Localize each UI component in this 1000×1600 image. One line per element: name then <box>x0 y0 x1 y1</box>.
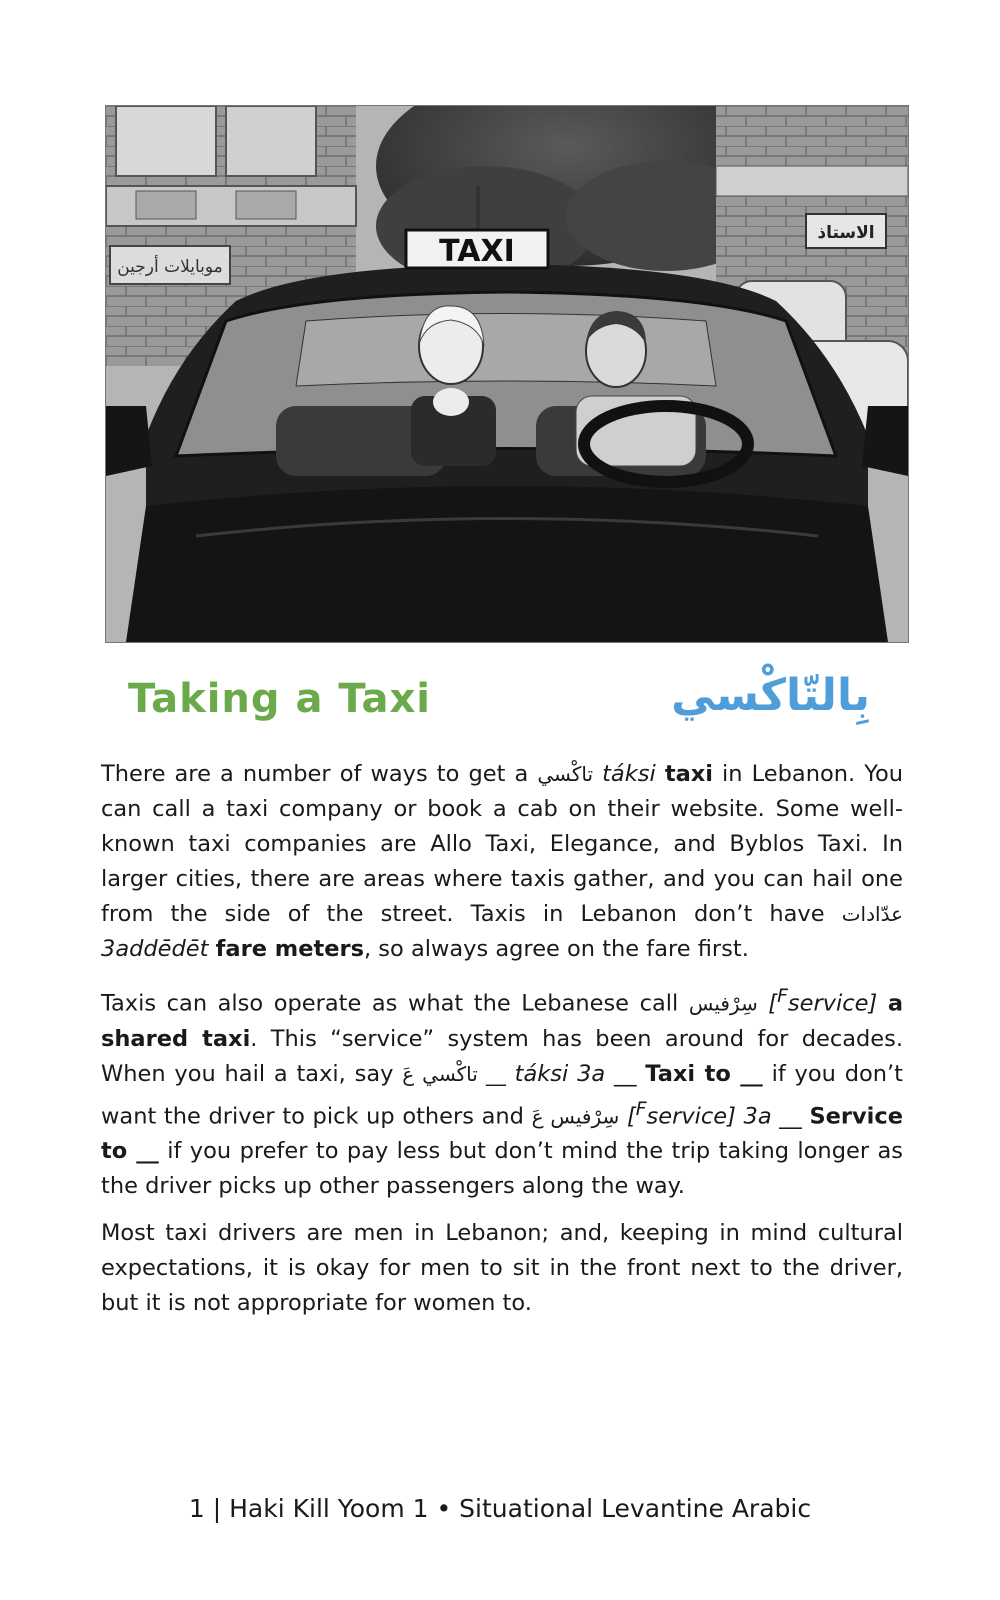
bold-term: a shared taxi <box>101 990 904 1052</box>
text-run <box>619 1103 627 1129</box>
transliteration: service] 3a <box>646 1103 772 1129</box>
transliteration: 3addēdēt <box>101 936 209 962</box>
bold-term: Service to __ <box>101 1103 903 1164</box>
text-run: Most taxi drivers are men in Lebanon; and, keeping in mind cultural expectations, it is okay for men to sit in the front next to the driver, but it is not appropriate for women to. <box>101 1220 903 1316</box>
transliteration: F <box>777 986 788 1007</box>
arabic-term: تاكْسي <box>537 762 594 786</box>
heading-arabic: بِالتّاكْسي <box>671 670 870 721</box>
transliteration: service] <box>787 990 878 1017</box>
text-run: . This “service” system has been around for decades. When you hail a taxi, say <box>101 1025 903 1087</box>
arabic-term: عدّادات <box>841 902 903 926</box>
text-run: Taxis can also operate as what the Lebanese call <box>101 990 689 1017</box>
text-run <box>593 761 602 787</box>
transliteration: táksi 3a <box>514 1060 606 1087</box>
arabic-term: سِرْفيس عَ <box>531 1104 620 1128</box>
text-run <box>758 991 769 1017</box>
bold-term: Taxi to __ <box>645 1060 763 1087</box>
shop-sign-right: الاستاذ <box>817 223 875 243</box>
section-heading <box>100 660 900 750</box>
paragraph-1 <box>101 757 903 967</box>
text-run: if you don’t want the driver to pick up others and <box>101 1060 903 1129</box>
text-run <box>656 761 665 787</box>
text-run <box>506 1061 515 1087</box>
heading-english: Taking a Taxi <box>128 676 432 722</box>
bold-term: taxi <box>664 761 713 787</box>
paragraph-3 <box>101 1216 903 1321</box>
taxi-illustration <box>106 106 908 642</box>
transliteration: [ <box>768 990 778 1017</box>
text-run <box>208 936 215 962</box>
paragraph-2 <box>101 979 903 1204</box>
bold-term: fare meters <box>215 936 364 962</box>
shop-sign-left: موبايلات أرجين <box>117 257 223 277</box>
text-run: __ <box>771 1103 810 1129</box>
text-run: if you prefer to pay less but don’t mind the trip taking longer as the driver picks up other passengers along the way. <box>101 1138 903 1199</box>
text-run <box>877 991 888 1017</box>
arabic-term: __ تاكْسي عَ <box>402 1061 506 1086</box>
text-run: , so always agree on the fare first. <box>364 936 749 962</box>
transliteration: [ <box>626 1103 636 1129</box>
body-text <box>101 757 903 1333</box>
text-run: __ <box>605 1060 646 1087</box>
text-run: There are a number of ways to get a <box>101 761 538 787</box>
text-run: in Lebanon. You can call a taxi company or book a cab on their website. Some well-known taxi companies are Allo Taxi, Elegance, and Byblos Taxi. In larger cities, there are areas where taxis gather, and you can hail one from the side of the street. Taxis in Lebanon don’t have <box>101 761 903 927</box>
transliteration: táksi <box>602 761 656 787</box>
page-footer: 1 | Haki Kill Yoom 1 • Situational Levantine Arabic <box>188 1494 812 1523</box>
taxi-roof-sign: TAXI <box>439 234 515 269</box>
transliteration: F <box>635 1098 647 1120</box>
arabic-term: سِرْفيس <box>688 991 758 1016</box>
